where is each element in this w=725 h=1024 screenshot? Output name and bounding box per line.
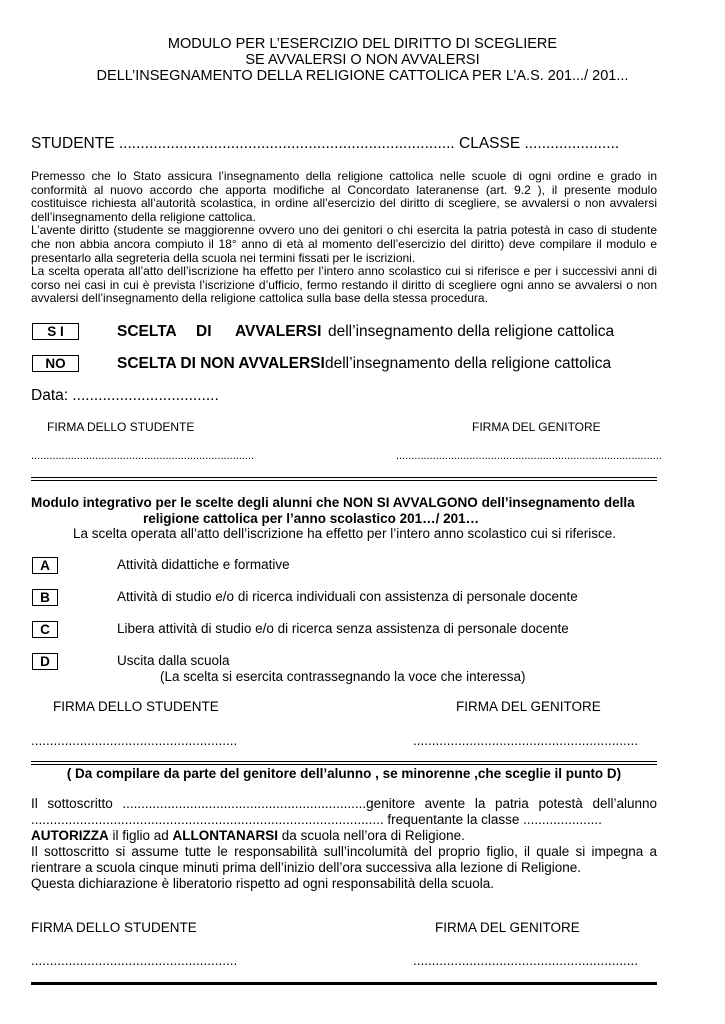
genitore-declaration: Il sottoscritto .................................................................genitore avente la patria potestà dell’alunno .............................................................................................. frequentante la classe ..................... AUTORIZZA il figlio ad ALLONTANARSI da scuola nell’ora di Religione. Il sottoscritto si assume tutte le responsabilità sull’incolumità del proprio figlio, il quale si impegna a rientrare a scuola cinque minuti prima dell’inizio dell’ora successiva alla lezione di Religione. Questa dichiarazione è liberatorio rispetto ad ogni responsabilità della scuola.	[31, 796, 657, 891]
sign3-studente-line[interactable]: .......................................................	[31, 953, 238, 968]
sign1-genitore-line[interactable]: .......................................................................................	[396, 450, 662, 462]
sottoscritto-line[interactable]: Il sottoscritto .................................................................genitore avente la patria potestà dell’alunno	[31, 796, 657, 811]
data-field[interactable]: Data: ..................................	[31, 387, 219, 404]
option-c-text: Libera attività di studio e/o di ricerca senza assistenza di personale docente	[117, 621, 569, 636]
option-b-checkbox[interactable]: B	[32, 589, 58, 606]
frequentante-line[interactable]: .............................................................................................. frequentante la classe .....................	[31, 812, 602, 827]
section-divider-1	[31, 477, 657, 478]
sign2-studente-label: FIRMA DELLO STUDENTE	[53, 699, 219, 714]
sign3-genitore-line[interactable]: ............................................................	[413, 953, 639, 968]
option-a-checkbox[interactable]: A	[32, 557, 58, 574]
choice-si-word-1: SCELTA	[117, 323, 177, 340]
premessa-text: Premesso che lo Stato assicura l’insegnamento della religione cattolica nelle scuole di ogni ordine e grado in conformità al nuovo accordo che apporta modifiche al Concordato lateranense (art. 9.2 ), il presente modulo costituisce richiesta all’autorità scolastica, in ordine all’esercizio del diritto di scegliere, se avvalersi o non avvalersi dell’insegnamento della religione cattolica. L’avente diritto (studente se maggiorenne ovvero uno dei genitori o chi esercita la patria potestà in caso di studente che non abbia ancora compiuto il 18° anno di età al momento dell’esercizio del diritto) deve compilare il modulo e presentarlo alla segreteria della scuola nei termini fissati per le iscrizioni. La scelta operata all’atto dell’iscrizione ha effetto per l’intero anno scolastico cui si riferisce e per i successivi anni di corso nei casi in cui è prevista l’iscrizione d’ufficio, fermo restando il diritto di scegliere ogni anno se avvalersi o non avvalersi dell’insegnamento della religione cattolica sulla base della stessa procedura.	[31, 169, 657, 306]
sign2-genitore-line[interactable]: ............................................................	[413, 733, 639, 748]
integrativo-heading-1: Modulo integrativo per le scelte degli alunni che NON SI AVVALGONO dell’insegnamento della	[31, 495, 635, 510]
choice-si-rest: dell’insegnamento della religione cattolica	[328, 323, 615, 340]
integrativo-note: La scelta operata all’atto dell’iscrizione ha effetto per l’intero anno scolastico cui si riferisce.	[73, 526, 617, 541]
classe-field[interactable]: CLASSE ......................	[459, 135, 620, 152]
sign3-genitore-label: FIRMA DEL GENITORE	[435, 920, 580, 935]
sign1-studente-label: FIRMA DELLO STUDENTE	[47, 420, 195, 434]
choice-no-bold: SCELTA DI NON AVVALERSI	[117, 355, 325, 372]
option-d-text: Uscita dalla scuola	[117, 653, 230, 668]
genitore-heading: ( Da compilare da parte del genitore dell’alunno , se minorenne ,che sceglie il punto D)	[66, 766, 622, 781]
sign2-studente-line[interactable]: .......................................................	[31, 733, 238, 748]
sign1-studente-line[interactable]: .........................................................................	[31, 450, 255, 462]
choice-si-word-2: DI	[196, 323, 212, 340]
option-b-text: Attività di studio e/o di ricerca individuali con assistenza di personale docente	[117, 589, 578, 604]
autorizza-line: AUTORIZZA il figlio ad ALLONTANARSI da scuola nell’ora di Religione.	[31, 828, 465, 843]
sign3-studente-label: FIRMA DELLO STUDENTE	[31, 920, 197, 935]
title-line-1: MODULO PER L’ESERCIZIO DEL DIRITTO DI SCEGLIERE	[167, 36, 558, 52]
option-note: (La scelta si esercita contrassegnando la voce che interessa)	[160, 669, 526, 684]
choice-si-word-3: AVVALERSI	[235, 323, 322, 340]
sign1-genitore-label: FIRMA DEL GENITORE	[472, 420, 601, 434]
choice-no-checkbox[interactable]: NO	[32, 355, 79, 372]
title-line-2: SE AVVALERSI O NON AVVALERSI	[245, 52, 480, 68]
option-a-text: Attività didattiche e formative	[117, 557, 290, 572]
studente-field[interactable]: STUDENTE ..............................................................................	[31, 135, 455, 152]
title-line-3: DELL’INSEGNAMENTO DELLA RELIGIONE CATTOLICA PER L’A.S. 201.../ 201...	[96, 68, 629, 84]
choice-si-checkbox[interactable]: S I	[32, 323, 79, 340]
section-divider-2	[31, 761, 657, 762]
integrativo-heading-2: religione cattolica per l’anno scolastico 201…/ 201…	[143, 511, 480, 526]
sign2-genitore-label: FIRMA DEL GENITORE	[456, 699, 601, 714]
bottom-rule	[31, 982, 657, 985]
option-c-checkbox[interactable]: C	[32, 621, 58, 638]
choice-no-rest: dell’insegnamento della religione cattolica	[325, 355, 612, 372]
option-d-checkbox[interactable]: D	[32, 653, 58, 670]
section-divider-1b	[31, 480, 657, 481]
